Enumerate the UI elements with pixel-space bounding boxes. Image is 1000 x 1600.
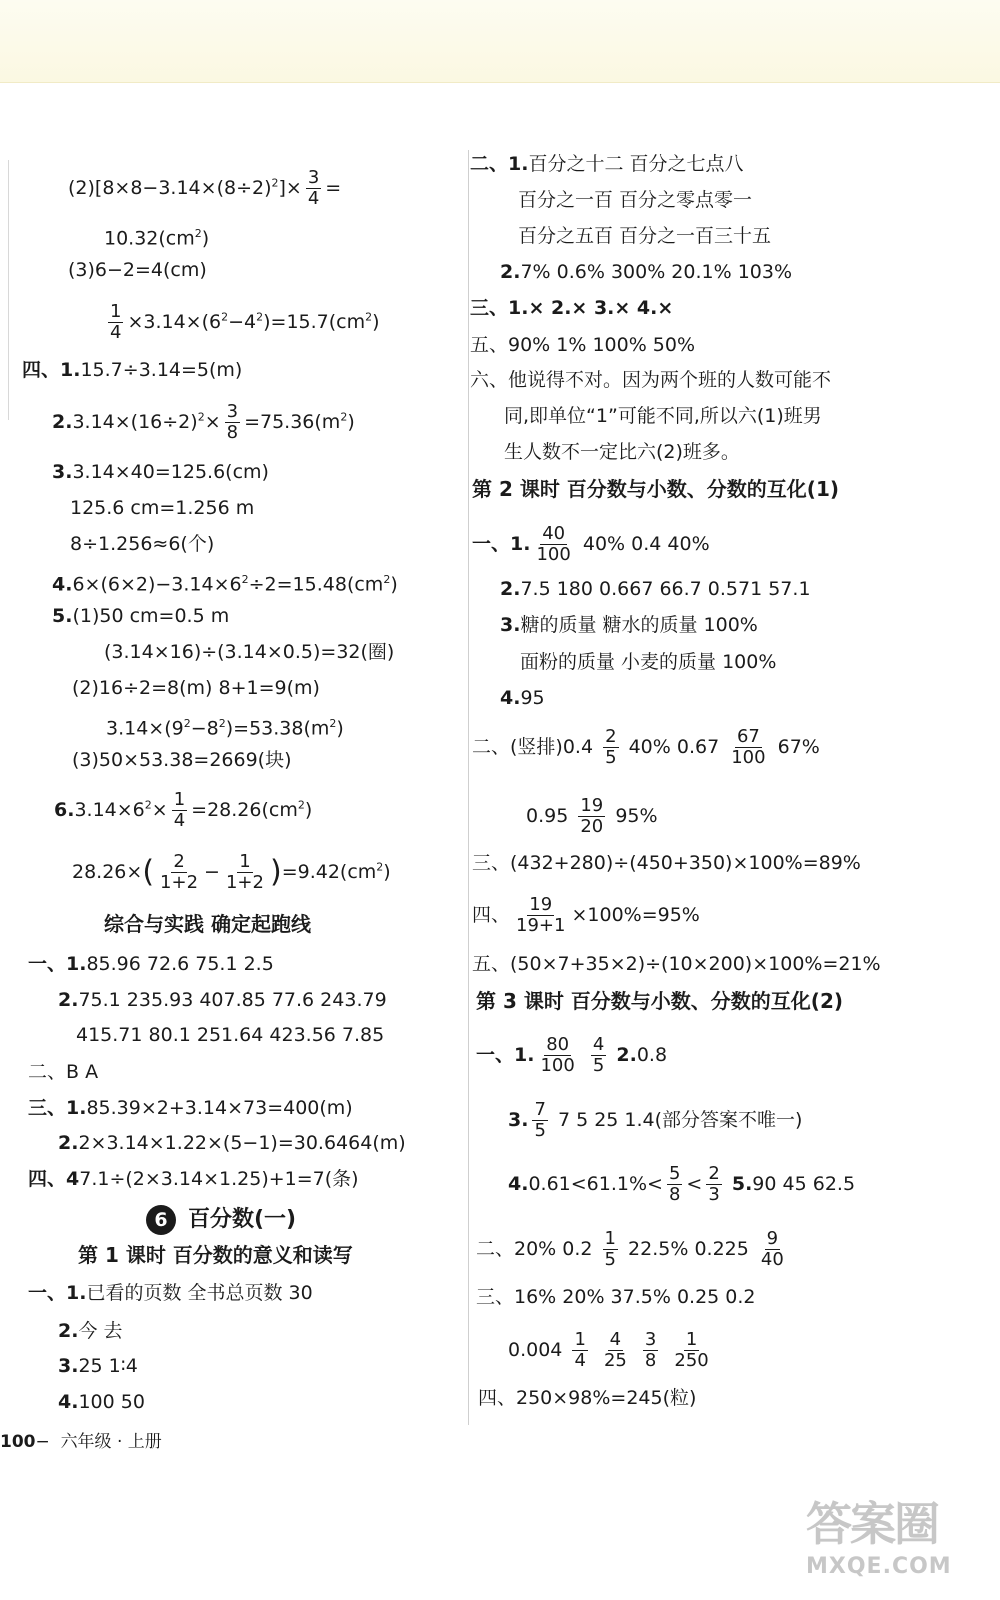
answer-line: 百分之五百 百分之一百三十五 xyxy=(518,225,772,247)
left-margin-rule xyxy=(8,160,9,420)
answer-line: 3.糖的质量 糖水的质量 100% xyxy=(500,614,758,636)
answer-line: 4.0.61<61.1%< $\frac{5}{8}$ < $\frac{2}{3}$ 5.90 45 62.5 xyxy=(508,1163,856,1205)
answer-line: 三、16% 20% 37.5% 0.25 0.2 xyxy=(476,1286,756,1308)
answer-line: $6.3.14\times 6^2\times$ $\frac{1}{4}$ $=28.26(cm^2)$ xyxy=(54,789,313,831)
answer-line: 4.100 50 xyxy=(58,1391,145,1413)
answer-line: 六、他说得不对。因为两个班的人数可能不 xyxy=(470,369,832,391)
answer-line: 四、1.15.7÷3.14=5(m) xyxy=(22,359,243,381)
answer-line: $10.32(cm^2)$ xyxy=(104,227,210,250)
answer-line: 二、20% 0.2 $\frac{1}{5}$ 22.5% 0.225 $\frac{9}{40}$ xyxy=(476,1228,784,1270)
section-heading: 第 3 课时 百分数与小数、分数的互化(2) xyxy=(476,989,844,1013)
answer-line: 四、250×98%=245(粒) xyxy=(478,1387,697,1409)
answer-line: 3.25 1∶4 xyxy=(58,1355,138,1377)
answer-line: 2.今 去 xyxy=(58,1320,123,1342)
answer-line: (2)16÷2=8(m) 8+1=9(m) xyxy=(72,677,320,699)
answer-line: $(2)[8\times 8-3.14\times(8\div 2)^2]\times$ $\frac{3}{4}$ = xyxy=(68,167,342,209)
answer-line: 二、B A xyxy=(28,1061,99,1083)
answer-line: 一、1.85.96 72.6 75.1 2.5 xyxy=(28,953,274,975)
answer-line: (3.14×16)÷(3.14×0.5)=32(圈) xyxy=(104,641,395,663)
answer-line: 五、(50×7+35×2)÷(10×200)×100%=21% xyxy=(472,953,881,975)
answer-line: 2.75.1 235.93 407.85 77.6 243.79 xyxy=(58,989,387,1011)
section-heading: 第 2 课时 百分数与小数、分数的互化(1) xyxy=(472,477,840,501)
answer-line: 2.2×3.14×1.22×(5−1)=30.6464(m) xyxy=(58,1132,406,1154)
answer-line: 四、47.1÷(2×3.14×1.25)+1=7(条) xyxy=(28,1168,359,1190)
answer-line: 4.95 xyxy=(500,687,545,709)
section-heading: 第 1 课时 百分数的意义和读写 xyxy=(78,1243,353,1267)
answer-line: 2.7.5 180 0.667 66.7 0.571 57.1 xyxy=(500,578,811,600)
answer-line: $2.3.14\times(16\div 2)^2\times$ $\frac{3}{8}$ $=75.36(m^2)$ xyxy=(52,401,355,443)
watermark-logo: 答案圈 MXQE.COM xyxy=(806,1497,952,1579)
chapter-heading: 6 百分数(一) xyxy=(146,1203,296,1237)
answer-line: 三、1.× 2.× 3.× 4.× xyxy=(470,297,674,319)
answer-line: 面粉的质量 小麦的质量 100% xyxy=(520,651,777,673)
top-band xyxy=(0,0,1000,83)
page-footer: 100− 六年级 · 上册 xyxy=(0,1432,162,1452)
answer-line: 一、1. $\frac{80}{100}$ $\frac{4}{5}$ 2.0.8 xyxy=(476,1034,668,1076)
answer-line: 0.95 $\frac{19}{20}$ 95% xyxy=(526,795,658,837)
answer-line: 二、1.百分之十二 百分之七点八 xyxy=(470,153,744,175)
answer-line: 8÷1.256≈6(个) xyxy=(70,533,215,555)
answer-line: 一、1.已看的页数 全书总页数 30 xyxy=(28,1282,313,1304)
answer-line: 415.71 80.1 251.64 423.56 7.85 xyxy=(76,1024,385,1046)
section-heading: 综合与实践 确定起跑线 xyxy=(104,912,311,936)
answer-line: 5.(1)50 cm=0.5 m xyxy=(52,605,230,627)
answer-line: 2.7% 0.6% 300% 20.1% 103% xyxy=(500,261,793,283)
answer-line: $\frac{1}{4}$ $\times 3.14\times(6^2-4^2)=15.7(cm^2)$ xyxy=(110,301,380,343)
chapter-number-badge: 6 xyxy=(146,1205,176,1235)
answer-line: 0.004 $\frac{1}{4}$ $\frac{4}{25}$ $\frac{3}{8}$ $\frac{1}{250}$ xyxy=(508,1329,709,1371)
answer-line: 三、(432+280)÷(450+350)×100%=89% xyxy=(472,852,861,874)
answer-line: 一、1. $\frac{40}{100}$ 40% 0.4 40% xyxy=(472,523,710,565)
answer-line: $3.14\times(9^2-8^2)=53.38(m^2)$ xyxy=(106,717,344,740)
answer-line: 三、1.85.39×2+3.14×73=400(m) xyxy=(28,1097,353,1119)
grade-label: 六年级 · 上册 xyxy=(60,1432,162,1452)
answer-line: 百分之一百 百分之零点零一 xyxy=(518,189,753,211)
answer-line: 同,即单位“1”可能不同,所以六(1)班男 xyxy=(504,405,822,427)
answer-line: 五、90% 1% 100% 50% xyxy=(470,334,696,356)
answer-line: 生人数不一定比六(2)班多。 xyxy=(504,441,740,463)
answer-line: 四、 $\frac{19}{19+1}$ ×100%=95% xyxy=(472,894,700,936)
answer-line: $4.6\times(6\times 2)-3.14\times 6^2\div 2=15.48(cm^2)$ xyxy=(52,573,398,596)
answer-line: 3.3.14×40=125.6(cm) xyxy=(52,461,269,483)
answer-line: 3. $\frac{7}{5}$ 7 5 25 1.4(部分答案不唯一) xyxy=(508,1099,803,1141)
answer-line: 125.6 cm=1.256 m xyxy=(70,497,255,519)
answer-line: 二、(竖排)0.4 $\frac{2}{5}$ 40% 0.67 $\frac{67}{100}$ 67% xyxy=(472,726,820,768)
answer-line: 28.26×( $\frac{2}{1+2}$ − $\frac{1}{1+2}$ )$=9.42(cm^2)$ xyxy=(72,851,391,893)
page-number: 100 xyxy=(0,1432,36,1452)
column-divider xyxy=(468,150,469,1425)
answer-line: (3)50×53.38=2669(块) xyxy=(72,749,292,771)
answer-line: (3)6−2=4(cm) xyxy=(68,259,207,281)
